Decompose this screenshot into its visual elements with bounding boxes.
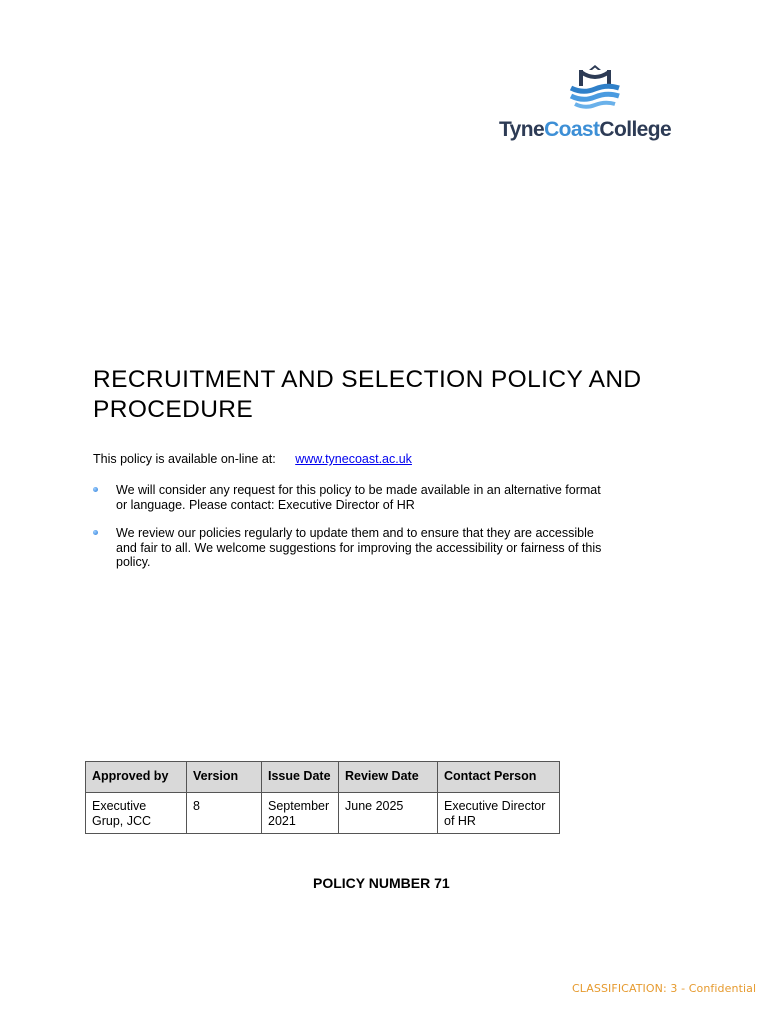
header-contact-person: Contact Person (438, 762, 560, 793)
logo-text-tyne: Tyne (499, 118, 545, 141)
list-item (93, 526, 613, 570)
header-review-date: Review Date (339, 762, 438, 793)
table-header-row (86, 762, 560, 793)
website-link[interactable]: www.tynecoast.ac.uk (295, 452, 412, 466)
logo-text-coast: Coast (544, 118, 600, 141)
cell-contact-person: Executive Director of HR (438, 793, 560, 834)
bullet-text: We review our policies regularly to update them and to ensure that they are accessible and fair to all. We welcome suggestions for improving the accessibility or fairness of this policy. (116, 526, 602, 569)
bullet-icon (93, 530, 98, 535)
list-item (93, 483, 613, 512)
cell-version: 8 (187, 793, 262, 834)
cell-review-date: June 2025 (339, 793, 438, 834)
availability-label: This policy is available on-line at: (93, 452, 276, 466)
cell-issue-date: September 2021 (262, 793, 339, 834)
header-version: Version (187, 762, 262, 793)
college-logo (497, 64, 697, 144)
boat-waves-icon (567, 64, 623, 112)
policy-number: POLICY NUMBER 71 (313, 875, 450, 891)
document-title: RECRUITMENT AND SELECTION POLICY AND PROCEDURE (93, 366, 642, 423)
bullet-text: We will consider any request for this policy to be made available in an alternative format or language. Please contact: Executive Director of HR (116, 483, 601, 512)
table-row (86, 793, 560, 834)
classification-label: CLASSIFICATION: 3 - Confidential (572, 982, 757, 995)
bullet-icon (93, 487, 98, 492)
availability-line (93, 452, 412, 466)
logo-text-college: College (599, 118, 672, 141)
policy-notes-list (93, 483, 613, 584)
policy-details-table (85, 761, 560, 834)
cell-approved-by: Executive Grup, JCC (86, 793, 187, 834)
header-approved-by: Approved by (86, 762, 187, 793)
logo-wordmark (499, 118, 671, 142)
header-issue-date: Issue Date (262, 762, 339, 793)
